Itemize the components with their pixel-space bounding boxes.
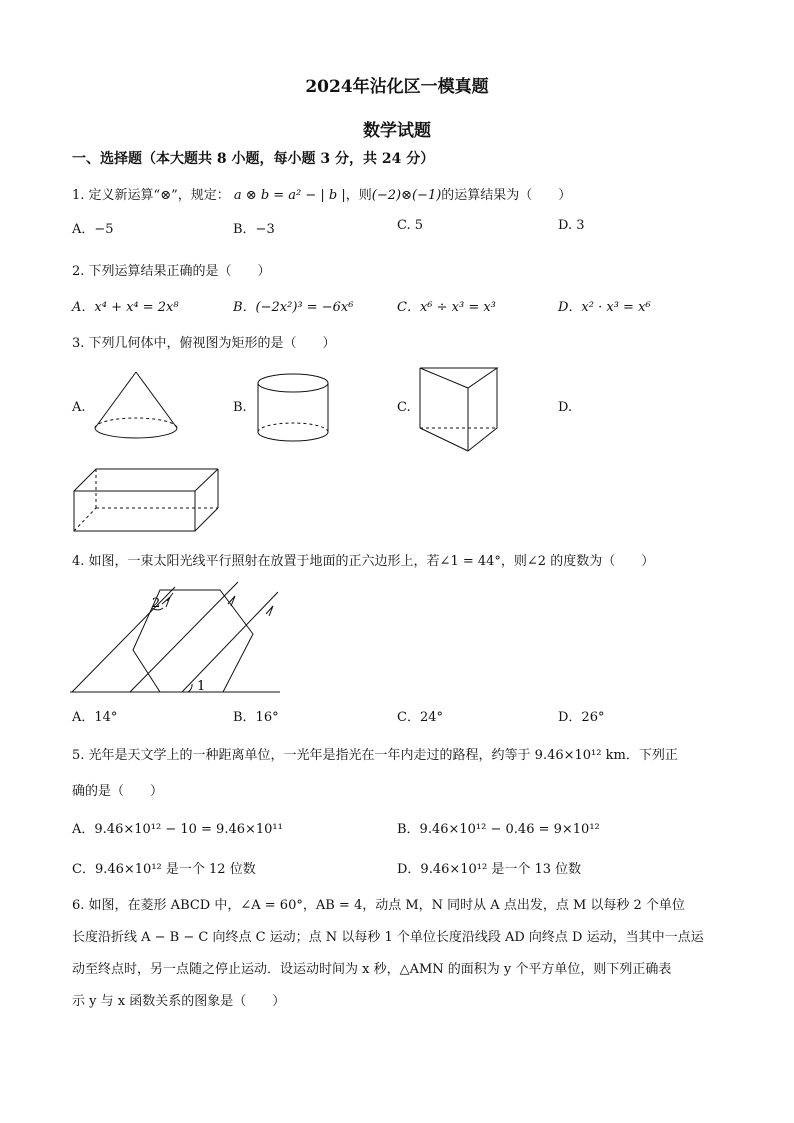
q5-option-c[interactable]: C．9.46×10¹² 是一个 12 位数 bbox=[72, 862, 256, 877]
cylinder-figure bbox=[255, 372, 331, 446]
q5-stem-line-1: 光年是天文学上的一种距离单位，一光年是指光在一年内走过的路程，约等于 9.46×10¹² km．下列正 bbox=[88, 748, 678, 763]
q2-option-b[interactable]: B．(−2x²)³ = −6x⁶ bbox=[233, 300, 354, 315]
q1-option-a[interactable]: A．−5 bbox=[72, 222, 114, 237]
otimes-symbol: ⊗ bbox=[160, 188, 172, 203]
question-1 bbox=[72, 184, 571, 203]
q4-stem: 如图，一束太阳光线平行照射在放置于地面的正六边形上，若∠1 = 44°，则∠2 的度数为（ ） bbox=[88, 554, 655, 569]
angle-1-label: 1 bbox=[197, 679, 206, 694]
cone-figure bbox=[92, 370, 182, 444]
q4-option-c[interactable]: C．24° bbox=[397, 710, 443, 725]
question-5 bbox=[72, 744, 678, 763]
q4-option-b[interactable]: B．16° bbox=[233, 710, 279, 725]
q3-option-a[interactable]: A. bbox=[72, 400, 86, 415]
hexagon-sunlight-figure bbox=[70, 580, 285, 698]
q1-stem-part: 定义新运算“ bbox=[88, 188, 161, 203]
q5-option-d[interactable]: D．9.46×10¹² 是一个 13 位数 bbox=[397, 862, 582, 877]
question-2 bbox=[72, 260, 271, 279]
q1-option-c[interactable]: C. 5 bbox=[397, 218, 424, 233]
angle-2-label: 2 bbox=[152, 596, 161, 611]
q1-stem-part: ，则 bbox=[345, 188, 372, 203]
q2-option-d[interactable]: D．x² · x³ = x⁶ bbox=[558, 300, 651, 315]
q2-option-a[interactable]: A．x⁴ + x⁴ = 2x⁸ bbox=[72, 300, 179, 315]
question-number: 1. bbox=[72, 188, 85, 203]
q5-stem-line-2: 确的是（ ） bbox=[72, 784, 164, 799]
question-number: 2. bbox=[72, 264, 85, 279]
q1-definition: a ⊗ b = a² − | b | bbox=[233, 188, 346, 203]
q5-option-b[interactable]: B．9.46×10¹² − 0.46 = 9×10¹² bbox=[397, 822, 600, 837]
q1-expression: (−2)⊗(−1) bbox=[371, 188, 442, 203]
q5-option-a[interactable]: A．9.46×10¹² − 10 = 9.46×10¹¹ bbox=[72, 822, 283, 837]
q1-stem-part: 的运算结果为（ ） bbox=[441, 188, 572, 203]
q4-option-a[interactable]: A．14° bbox=[72, 710, 118, 725]
q4-option-d[interactable]: D．26° bbox=[558, 710, 605, 725]
section-heading: 一、选择题（本大题共 8 小题，每小题 3 分，共 24 分） bbox=[72, 151, 435, 167]
q1-option-d[interactable]: D. 3 bbox=[558, 218, 585, 233]
q6-stem-line-1: 如图，在菱形 ABCD 中，∠A = 60°，AB = 4，动点 M，N 同时从 A 点出发，点 M 以每秒 2 个单位 bbox=[88, 898, 685, 913]
question-number: 5. bbox=[72, 748, 85, 763]
q3-option-c[interactable]: C. bbox=[397, 400, 411, 415]
q3-option-d[interactable]: D. bbox=[558, 400, 573, 415]
q6-stem-line-4: 示 y 与 x 函数关系的图象是（ ） bbox=[72, 994, 286, 1009]
q3-option-b[interactable]: B. bbox=[233, 400, 247, 415]
q6-stem-line-2: 长度沿折线 A − B − C 向终点 C 运动；点 N 以每秒 1 个单位长度沿线段 AD 向终点 D 运动，当其中一点运 bbox=[72, 930, 704, 945]
exam-subtitle: 数学试题 bbox=[363, 121, 431, 141]
q1-option-b[interactable]: B．−3 bbox=[233, 222, 275, 237]
question-number: 6. bbox=[72, 898, 85, 913]
q1-stem-part: ”，规定： bbox=[171, 188, 230, 203]
exam-title: 2024年沾化区一模真题 bbox=[305, 77, 489, 97]
triangular-prism-figure bbox=[418, 366, 500, 454]
question-6 bbox=[72, 894, 685, 913]
q6-stem-line-3: 动至终点时，另一点随之停止运动．设运动时间为 x 秒，△AMN 的面积为 y 个平方单位，则下列正确表 bbox=[72, 962, 672, 977]
cuboid-figure bbox=[73, 468, 223, 534]
question-3 bbox=[72, 332, 336, 351]
q2-stem: 下列运算结果正确的是（ ） bbox=[88, 264, 271, 279]
q2-option-c[interactable]: C．x⁶ ÷ x³ = x³ bbox=[397, 300, 496, 315]
question-number: 4. bbox=[72, 554, 85, 569]
question-number: 3. bbox=[72, 336, 85, 351]
question-4 bbox=[72, 550, 654, 569]
q3-stem: 下列几何体中，俯视图为矩形的是（ ） bbox=[88, 336, 336, 351]
